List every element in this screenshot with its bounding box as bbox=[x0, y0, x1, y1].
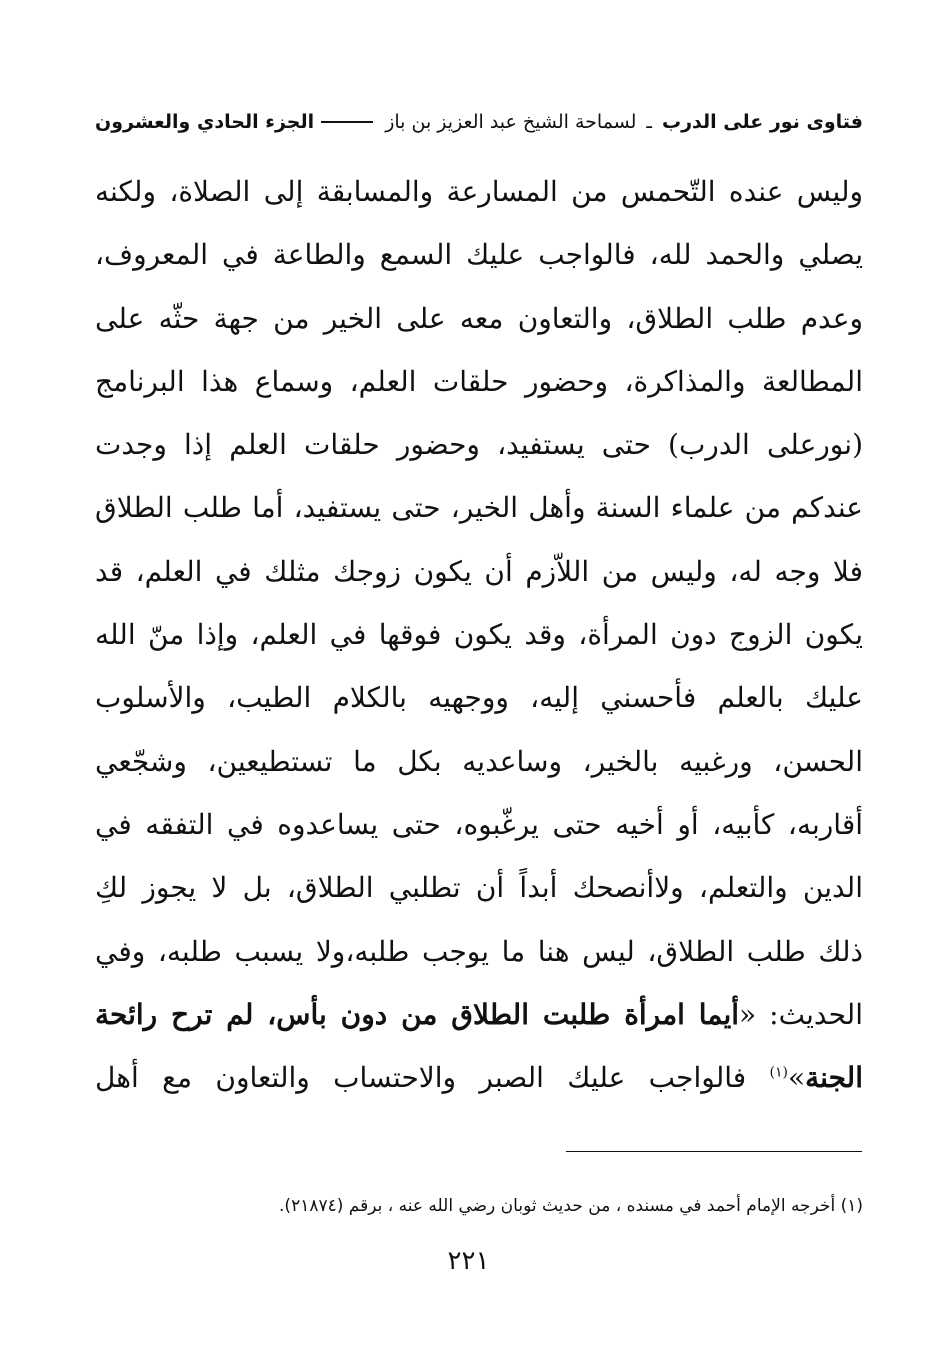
text-line: ذلك طلب الطلاق، ليس هنا ما يوجب طلبه،ولا يسبب طلبه، وفي bbox=[95, 934, 863, 968]
header-separator-line bbox=[321, 121, 373, 123]
text-line: (نورعلى الدرب) حتى يستفيد، وحضور حلقات العلم إذا وجدت bbox=[95, 428, 863, 462]
text-line: أقاربه، كأبيه، أو أخيه حتى يرغّبوه، حتى يساعدوه في التفقه في bbox=[95, 807, 863, 841]
author-name: لسماحة الشيخ عبد العزيز بن باز bbox=[385, 111, 637, 133]
text-line-hadith bbox=[95, 983, 863, 1046]
text-line: المطالعة والمذاكرة، وحضور حلقات العلم، وسماع هذا البرنامج bbox=[95, 364, 863, 398]
text-continuation: فالواجب عليك الصبر والاحتساب والتعاون مع أهل bbox=[95, 1061, 770, 1095]
main-text bbox=[95, 160, 863, 1109]
text-line: الدين والتعلم، ولاأنصحك أبداً أن تطلبي الطلاق، بل لا يجوز لكِ bbox=[95, 871, 863, 905]
text-line: عندكم من علماء السنة وأهل الخير، حتى يستفيد، أما طلب الطلاق bbox=[95, 491, 863, 525]
header-title-group bbox=[315, 111, 863, 133]
page-number: ٢٢١ bbox=[447, 1246, 490, 1276]
text-line: الحسن، ورغبيه بالخير، وساعديه بكل ما تستطيعين، وشجّعي bbox=[95, 744, 863, 778]
text-line: وعدم طلب الطلاق، والتعاون معه على الخير من جهة حثّه على bbox=[95, 301, 863, 335]
text-line: فلا وجه له، وليس من اللاّزم أن يكون زوجك مثلك في العلم، قد bbox=[95, 554, 863, 588]
running-header bbox=[95, 102, 863, 142]
hadith-quote-part2: الجنة bbox=[805, 1061, 863, 1095]
hadith-quote-part1: أيما امرأة طلبت الطلاق من دون بأس، لم ترح رائحة bbox=[95, 997, 740, 1031]
text-line: يكون الزوج دون المرأة، وقد يكون فوقها في العلم، وإذا منّ الله bbox=[95, 618, 863, 652]
book-title: فتاوى نور على الدرب bbox=[662, 111, 863, 133]
hadith-intro: الحديث: « bbox=[739, 997, 863, 1031]
text-line-hadith-end bbox=[95, 1046, 863, 1109]
text-line: وليس عنده التّحمس من المسارعة والمسابقة إلى الصلاة، ولكنه bbox=[95, 175, 863, 208]
text-line: يصلي والحمد لله، فالواجب عليك السمع والطاعة في المعروف، bbox=[95, 238, 863, 272]
volume-label: الجزء الحادي والعشرون bbox=[95, 111, 315, 133]
text-line: عليك بالعلم فأحسني إليه، ووجهيه بالكلام الطيب، والأسلوب bbox=[95, 681, 863, 715]
hadith-close-quote: » bbox=[788, 1061, 806, 1095]
footnote-separator bbox=[566, 1151, 862, 1152]
header-dash: ـ bbox=[646, 111, 652, 133]
footnote: (١) أخرجه الإمام أحمد في مسنده ، من حديث ثوبان رضي الله عنه ، برقم (٢١٨٧٤). bbox=[279, 1196, 863, 1216]
footnote-reference[interactable]: (١) bbox=[769, 1064, 788, 1081]
